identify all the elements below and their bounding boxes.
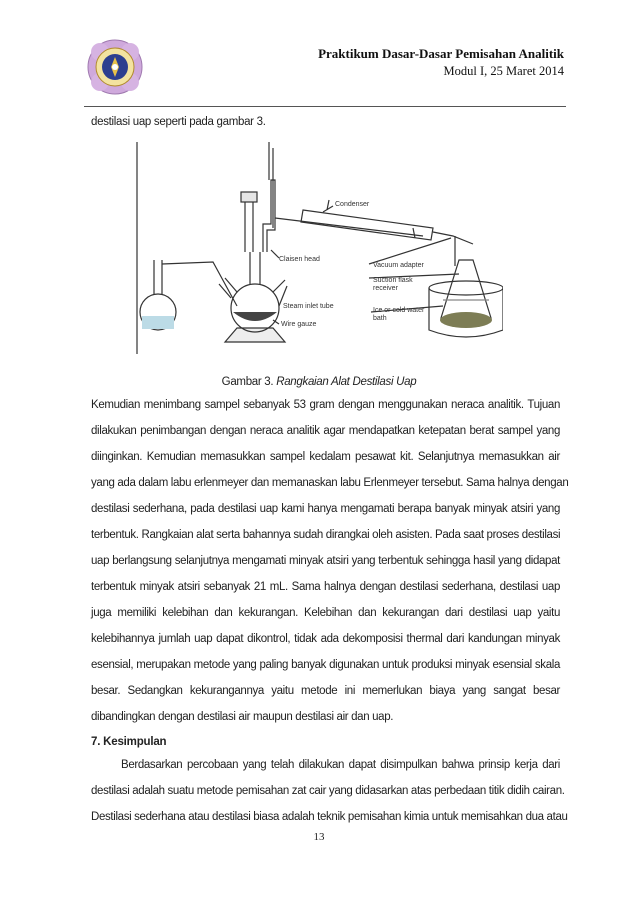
caption-title: Rangkaian Alat Destilasi Uap [276,376,417,388]
paragraph-line: uap berlangsung selanjutnya mengamati minyak atsiri yang terbentuk sehingga hasil yang didapat [91,555,560,567]
label-receiver: receiver [373,285,398,292]
paragraph-line: kelebihannya jumlah uap dapat dikontrol, tidak ada dekomposisi thermal dari kandungan minyak [91,633,560,645]
label-condenser: Condenser [335,201,370,208]
paragraph-2 [91,752,568,830]
paragraph-line: esensial, merupakan metode yang paling banyak digunakan untuk produksi minyak esensial skala [91,659,560,671]
paragraph-line: destilasi sederhana, pada destilasi uap kami hanya mengamati berapa banyak minyak atsiri yang [91,503,560,515]
figure-caption [0,376,638,388]
label-steam-inlet: Steam inlet tube [283,303,334,310]
header-subtitle: Modul I, 25 Maret 2014 [443,64,564,78]
paragraph-line: terbentuk minyak atsiri sebanyak 21 mL. Sama halnya dengan destilasi sederhana, destilasi uap [91,581,560,593]
header-title: Praktikum Dasar-Dasar Pemisahan Analitik [318,46,564,61]
paragraph-line: Kemudian menimbang sampel sebanyak 53 gram dengan menggunakan neraca analitik. Tujuan [91,399,560,411]
intro-line: destilasi uap seperti pada gambar 3. [91,116,266,128]
paragraph-line: Destilasi sederhana atau destilasi biasa adalah teknik pemisahan kimia untuk memisahkan dua atau [91,811,568,823]
paragraph-line: terbentuk. Rangkaian alat serta bahannya sudah dirangkai oleh asisten. Pada saat proses destilasi [91,529,561,541]
label-vacuum-adapter: Vacuum adapter [373,262,424,269]
paragraph-line: Berdasarkan percobaan yang telah dilakukan dapat disimpulkan bahwa prinsip kerja dari [121,759,560,771]
label-ice-bath: Ice or cold water [373,307,425,314]
section-heading: 7. Kesimpulan [91,736,167,748]
page-number: 13 [313,831,325,843]
paragraph-line: dibandingkan dengan destilasi air maupun destilasi air dan uap. [91,711,394,723]
paragraph-line: yang ada dalam labu erlenmeyer dan memanaskan labu Erlenmeyer tersebut. Sama halnya dengan [91,477,569,489]
caption-prefix: Gambar 3. [221,376,277,388]
header-rule [84,106,566,107]
university-logo [86,38,144,96]
label-claisen-head: Claisen head [279,256,320,263]
label-bath: bath [373,315,387,322]
label-wire-gauze: Wire gauze [281,321,317,328]
paragraph-line: destilasi adalah suatu metode pemisahan zat cair yang didasarkan atas perbedaan titik didih cairan. [91,785,565,797]
paragraph-1 [91,392,569,730]
distillation-apparatus-figure [133,140,503,354]
label-suction-flask: Suction flask [373,277,413,284]
paragraph-line: dilakukan penimbangan dengan neraca analitik agar mendapatkan ketepatan berat sampel yang [91,425,560,437]
paragraph-line: juga memiliki kelebihan dan kekurangan. Kelebihan dan kekurangan dari destilasi uap yaitu [91,607,560,619]
paragraph-line: diinginkan. Kemudian memasukkan sampel kedalam pesawat kit. Selanjutnya memasukkan air [91,451,560,463]
paragraph-line: besar. Sedangkan kekurangannya yaitu metode ini memerlukan biaya yang sangat besar [91,685,560,697]
